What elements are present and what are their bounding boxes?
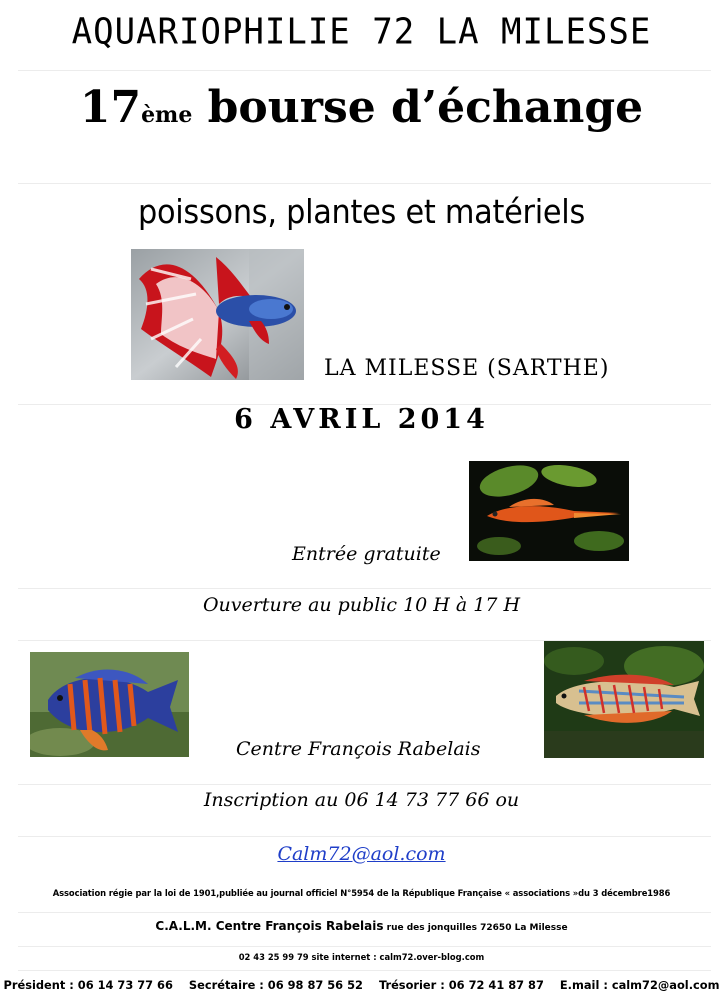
separator: [18, 70, 711, 71]
separator: [18, 946, 711, 947]
killifish-photo: [544, 641, 704, 758]
association-name: C.A.L.M. Centre François Rabelais: [155, 919, 384, 933]
email-link[interactable]: Calm72@aol.com: [277, 843, 446, 865]
contact-president: Président : 06 14 73 77 66: [3, 978, 173, 992]
organization-name: AQUARIOPHILIE 72 LA MILESSE: [71, 11, 652, 53]
contact-treasurer: Trésorier : 06 72 41 87 87: [378, 978, 544, 992]
separator: [18, 183, 711, 184]
separator: [18, 836, 711, 837]
event-title: [0, 82, 723, 133]
registration-info: Inscription au 06 14 73 77 66 ou: [203, 789, 520, 811]
event-date: 6 AVRIL 2014: [234, 404, 489, 435]
contacts-bar: [0, 978, 723, 992]
street-address: rue des jonquilles 72650 La Milesse: [383, 923, 568, 933]
association-address: [0, 919, 723, 933]
betta-fish-photo: [131, 249, 304, 380]
swordtail-fish-photo: [469, 461, 629, 561]
phone-website-line: 02 43 25 99 79 site internet : calm72.over-blog.com: [238, 952, 485, 962]
separator: [18, 784, 711, 785]
opening-hours: Ouverture au public 10 H à 17 H: [202, 594, 521, 616]
separator: [18, 588, 711, 589]
contact-email: E.mail : calm72@aol.com: [559, 978, 720, 992]
contact-secretary: Secrétaire : 06 98 87 56 52: [188, 978, 363, 992]
event-subtitle: poissons, plantes et matériels: [137, 192, 586, 231]
legal-notice: Association régie par la loi de 1901,publiée au journal officiel N°5954 de la République Française « associations »du 3 décembre1986: [52, 888, 671, 898]
title-rest: bourse d’échange: [192, 82, 644, 133]
separator: [18, 970, 711, 971]
title-ordinal: ème: [141, 102, 193, 128]
separator: [18, 912, 711, 913]
venue-name: Centre François Rabelais: [236, 738, 481, 760]
entry-info: Entrée gratuite: [292, 543, 441, 565]
title-number: 17: [79, 82, 142, 133]
event-place: LA MILESSE (SARTHE): [324, 356, 610, 381]
cichlid-fish-photo: [30, 652, 189, 757]
